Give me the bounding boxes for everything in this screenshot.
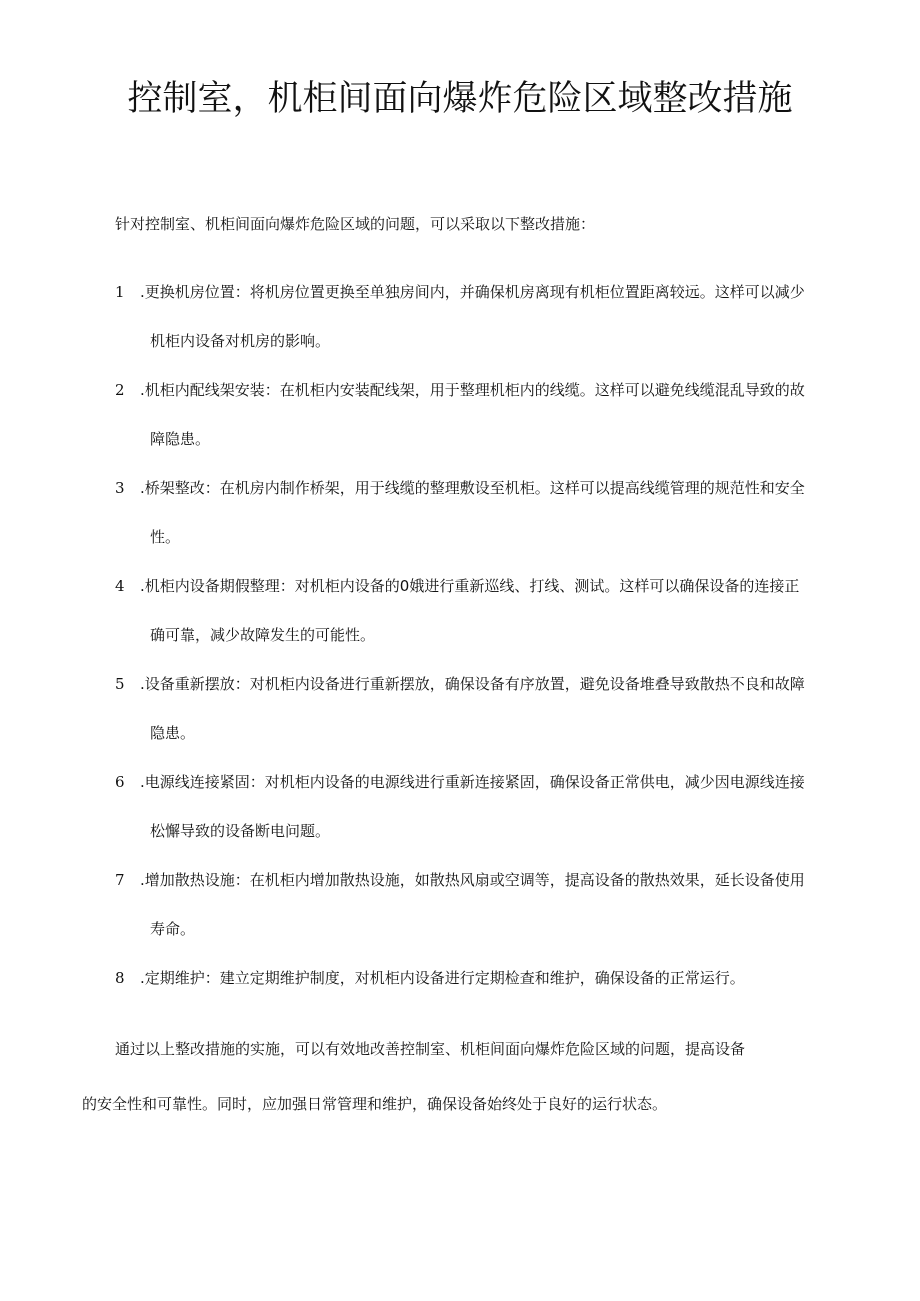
item-text-continued: 松懈导致的设备断电问题。: [150, 822, 331, 840]
item-text-continued: 机柜内设备对机房的影响。: [150, 332, 331, 350]
item-number: 3: [115, 479, 125, 497]
list-item: [0, 770, 920, 868]
list-item: [0, 378, 920, 476]
list-item: [0, 280, 920, 378]
item-number: 5: [115, 675, 125, 693]
item-text: .电源线连接紧固：对机柜内设备的电源线进行重新连接紧固，确保设备正常供电，减少因电源线连接: [140, 773, 805, 791]
item-text: .机柜内配线架安装：在机柜内安装配线架，用于整理机柜内的线缆。这样可以避免线缆混乱导致的故: [140, 381, 805, 399]
item-number: 6: [115, 773, 125, 791]
item-text: .桥架整改：在机房内制作桥架，用于线缆的整理敷设至机柜。这样可以提高线缆管理的规范性和安全: [140, 479, 805, 497]
list-item: [0, 868, 920, 966]
list-item: [0, 672, 920, 770]
item-text-continued: 确可靠，减少故障发生的可能性。: [150, 626, 376, 644]
item-text: .定期维护：建立定期维护制度，对机柜内设备进行定期检查和维护，确保设备的正常运行。: [140, 969, 745, 987]
item-number: 4: [115, 577, 125, 595]
item-text-continued: 障隐患。: [150, 430, 211, 448]
list-item: [0, 574, 920, 672]
item-text: .更换机房位置：将机房位置更换至单独房间内，并确保机房离现有机柜位置距离较远。这样可以减少: [140, 283, 805, 301]
list-item: [0, 476, 920, 574]
item-text-continued: 隐患。: [150, 724, 196, 742]
item-text-continued: 性。: [150, 528, 181, 546]
intro-paragraph: 针对控制室、机柜间面向爆炸危险区域的问题，可以采取以下整改措施：: [115, 215, 596, 233]
summary-paragraph: 通过以上整改措施的实施，可以有效地改善控制室、机柜间面向爆炸危险区域的问题，提高设备: [115, 1040, 746, 1058]
item-text: .机柜内设备期假整理：对机柜内设备的0娥进行重新巡线、打线、测试。这样可以确保设备的连接正: [140, 577, 800, 595]
item-number: 8: [115, 969, 125, 987]
item-text: .设备重新摆放：对机柜内设备进行重新摆放，确保设备有序放置，避免设备堆叠导致散热不良和故障: [140, 675, 805, 693]
item-text: .增加散热设施：在机柜内增加散热设施，如散热风扇或空调等，提高设备的散热效果，延长设备使用: [140, 871, 805, 889]
item-number: 2: [115, 381, 125, 399]
item-number: 7: [115, 871, 125, 889]
item-text-continued: 寿命。: [150, 920, 196, 938]
summary-paragraph-continued: 的安全性和可靠性。同时，应加强日常管理和维护，确保设备始终处于良好的运行状态。: [82, 1095, 668, 1113]
item-number: 1: [115, 283, 125, 301]
document-title: 控制室，机柜间面向爆炸危险区域整改措施: [127, 79, 793, 119]
measures-list: [0, 280, 920, 1064]
